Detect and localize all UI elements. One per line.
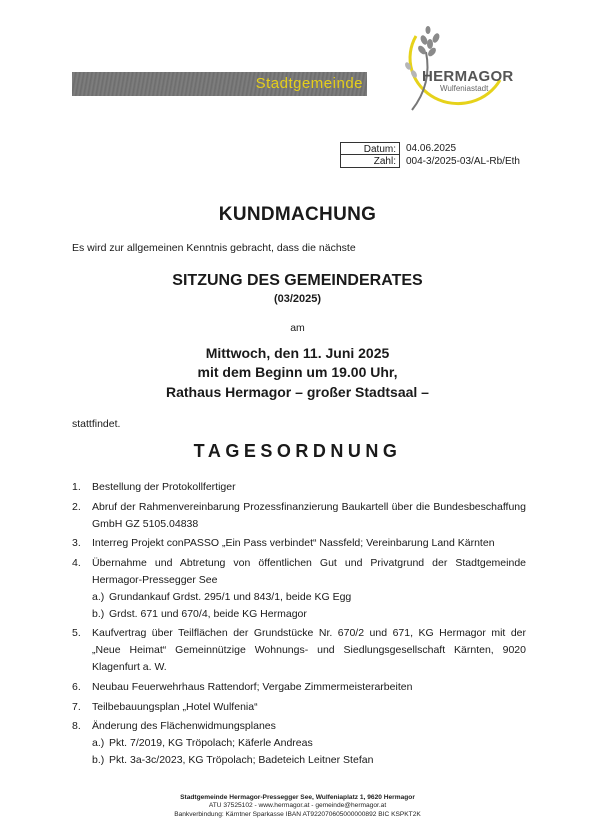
agenda-item-text: Neubau Feuerwehrhaus Rattendorf; Vergabe Zimmermeisterarbeiten [92,680,413,693]
agenda-item-number: 3. [72,537,81,550]
logo-name: HERMAGOR [422,68,514,85]
footer-address: Stadtgemeinde Hermagor-Pressegger See, Wulfeniaplatz 1, 9620 Hermagor [180,794,415,801]
session-title: SITZUNG DES GEMEINDERATES [172,272,423,289]
agenda-item [72,479,526,496]
agenda-subitem-text: Grundankauf Grdst. 295/1 und 843/1, beide KG Egg [109,590,352,603]
agenda-item-number: 2. [72,500,81,513]
agenda-item [72,535,526,552]
header-banner [72,72,367,96]
agenda-item-number: 6. [72,680,81,693]
banner-text: Stadtgemeinde [255,75,363,92]
session-number: (03/2025) [273,293,322,305]
agenda-item-text: Übernahme und Abtretung von öffentlichen Gut und Privatgrund der Stadtgemeinde Hermagor-Pressegger See [92,557,526,586]
footer-contact: ATU 37525102 - www.hermagor.at - gemeinde@hermagor.at [208,802,387,809]
agenda-item-number: 8. [72,720,81,733]
agenda-subitem-text: Pkt. 3a-3c/2023, KG Tröpolach; Badeteich Leitner Stefan [109,753,374,766]
agenda-subitem-text: Grdst. 671 und 670/4, beide KG Hermagor [109,607,307,620]
document-title: KUNDMACHUNG [218,204,377,225]
agenda-item-number: 1. [72,481,81,493]
agenda-item-text: Interreg Projekt conPASSO „Ein Pass verbindet“ Nassfeld; Vereinbarung Land Kärnten [92,537,495,550]
agenda-subitem-number: b.) [92,607,105,620]
agenda-item-number: 7. [72,700,81,713]
agenda-item [72,625,526,675]
agenda-subitem [72,606,526,623]
zahl-value: 004-3/2025-03/AL-Rb/Eth [406,156,520,167]
agenda-title: TAGESORDNUNG [193,441,402,461]
agenda-item-text: Kaufvertrag über Teilflächen der Grundstücke Nr. 670/2 und 671, KG Hermagor mit der „Neue Heimat“ Gemeinnützige Wohnungs- und Siedlungsgesellschaft Kärnten, 9020 Klagenfurt a. W. [92,627,526,673]
agenda-subitem-number: a.) [92,737,105,750]
agenda-subitem-number: b.) [92,753,105,766]
session-time: mit dem Beginn um 19.00 Uhr, [197,364,398,380]
agenda-list [72,479,526,769]
zahl-row [340,155,520,168]
agenda-item [72,499,526,533]
session-date: Mittwoch, den 11. Juni 2025 [205,345,390,361]
logo-subtitle: Wulfeniastadt [440,84,489,93]
agenda-subitem [72,735,526,752]
agenda-item [72,679,526,696]
agenda-subitem-text: Pkt. 7/2019, KG Tröpolach; Käferle Andreas [109,737,313,750]
agenda-item-text: Abruf der Rahmenvereinbarung Prozessfinanzierung Baukartell über die Bundesbeschaffung GmbH GZ 5105.04838 [92,500,526,530]
zahl-label: Zahl: [340,155,400,168]
datum-row [340,142,520,155]
agenda-item-text: Bestellung der Protokollfertiger [92,481,236,493]
reference-box [340,142,520,168]
intro-text: Es wird zur allgemeinen Kenntnis gebracht, dass die nächste [72,242,356,254]
agenda-item-number: 4. [72,557,81,570]
datum-value: 04.06.2025 [406,143,457,154]
session-am: am [290,322,305,334]
agenda-item-number: 5. [72,627,81,640]
session-location: Rathaus Hermagor – großer Stadtsaal – [166,384,429,400]
datum-label: Datum: [340,142,400,155]
agenda-item-text: Teilbebauungsplan „Hotel Wulfenia“ [92,700,258,713]
footer-bank: Bankverbindung: Kärntner Sparkasse IBAN AT922070605000000892 BIC KSPKT2K [174,811,421,818]
agenda-subitem-number: a.) [92,590,105,603]
stattfindet-text: stattfindet. [72,418,121,430]
agenda-item [72,699,526,716]
agenda-item [72,718,526,735]
agenda-subitem [72,752,526,769]
agenda-item [72,555,526,589]
agenda-item-text: Änderung des Flächenwidmungsplanes [92,720,276,733]
agenda-subitem [72,589,526,606]
